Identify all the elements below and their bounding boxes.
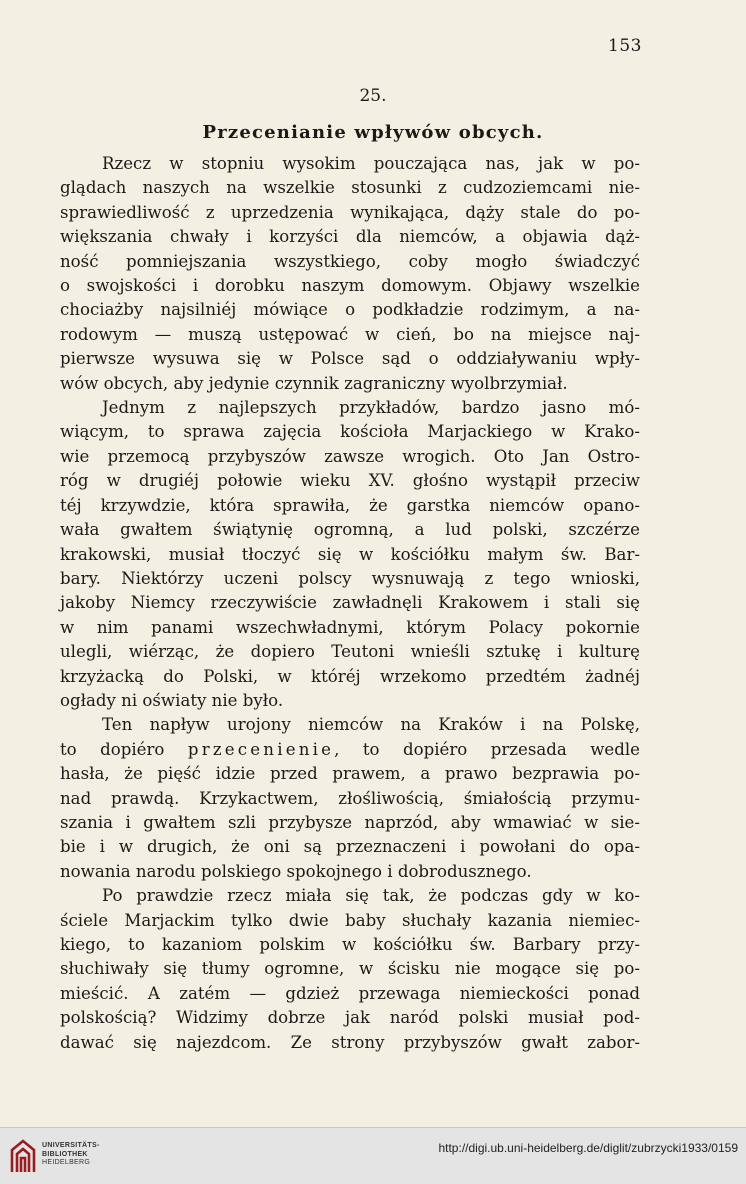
text-line: chociażby najsilniéj mówiące o podkładzie rodzimym, a na- (60, 300, 640, 320)
footer-bar (0, 1127, 746, 1184)
text-line: bary. Niektórzy uczeni polscy wysnuwają z tego wnioski, (60, 568, 640, 588)
text-line: glądach naszych na wszelkie stosunki z cudzoziemcami nie- (60, 178, 640, 198)
text-line: róg w drugiéj połowie wieku XV. głośno wystąpił przeciw (60, 471, 640, 491)
body-text (60, 152, 640, 1055)
chapter-title: Przecenianie wpływów obcych. (202, 122, 544, 143)
permalink-url[interactable]: http://digi.ub.uni-heidelberg.de/diglit/zubrzycki1933/0159 (438, 1141, 738, 1155)
institution-name (42, 1142, 100, 1168)
text-line: wów obcych, aby jedynie czynnik zagraniczny wyolbrzymiał. (60, 373, 568, 393)
text-line: pierwsze wysuwa się w Polsce sąd o oddziaływaniu wpły- (60, 349, 640, 369)
text-line: sprawiedliwość z uprzedzenia wynikająca, dąży stale do po- (60, 202, 640, 222)
paragraph-2 (60, 396, 640, 713)
text-line: o swojskości i dorobku naszym domowym. Objawy wszelkie (60, 276, 640, 296)
text-line: Jednym z najlepszych przykładów, bardzo jasno mó- (102, 398, 640, 418)
page-number: 153 (608, 36, 642, 56)
text-line: krzyżacką do Polski, w któréj wrzekomo przedtém żadnéj (60, 666, 640, 686)
text-line: Rzecz w stopniu wysokim pouczająca nas, jak w po- (102, 154, 640, 173)
text-line: polskością? Widzimy dobrze jak naród polski musiał pod- (60, 1008, 640, 1028)
text-line: dawać się najezdcom. Ze strony przybyszów gwałt zabor- (60, 1032, 640, 1052)
text-line: w nim panami wszechwładnymi, którym Polacy pokornie (60, 617, 640, 637)
institution-line: BIBLIOTHEK (42, 1150, 88, 1158)
text-line: ściele Marjackim tylko dwie baby słuchały kazania niemiec- (60, 910, 640, 930)
text-line: rodowym — muszą ustępować w cień, bo na miejsce naj- (60, 324, 640, 344)
text-line: mieścić. A zatém — gdzież przewaga niemieckości ponad (60, 983, 640, 1003)
text-line: kiego, to kazaniom polskim w kościółku św. Barbary przy- (60, 935, 640, 954)
text-line: wała gwałtem świątynię ogromną, a lud polski, szczérze (60, 520, 640, 540)
text-line: Po prawdzie rzecz miała się tak, że podczas gdy w ko- (102, 886, 640, 906)
text-fragment: to dopiéro (60, 739, 165, 759)
paragraph-4 (60, 884, 640, 1055)
library-logo-icon[interactable] (8, 1138, 38, 1174)
text-line: ogłady ni oświaty nie było. (60, 690, 284, 710)
institution-line: HEIDELBERG (42, 1159, 91, 1166)
text-line: nowania narodu polskiego spokojnego i dobrodusznego. (60, 861, 532, 881)
text-line: jakoby Niemcy rzeczywiście zawładnęli Krakowem i stali się (60, 593, 640, 613)
text-line: Ten napływ urojony niemców na Kraków i na Polskę, (102, 715, 640, 735)
text-line: nad prawdą. Krzykactwem, złośliwością, śmiałością przymu- (60, 788, 640, 808)
emphasized-word: przecenienie (187, 739, 335, 759)
text-line: bie i w drugich, że oni są przeznaczeni i powołani do opa- (60, 837, 640, 857)
text-line: ulegli, wiérząc, że dopiero Teutoni wnieśli sztukę i kulturę (60, 642, 640, 662)
text-line: ność pomniejszania wszystkiego, coby mogło świadczyć (60, 251, 640, 271)
text-line: większania chwały i korzyści dla niemców, a objawia dąż- (60, 227, 640, 247)
text-line: krakowski, musiał tłoczyć się w kościółku małym św. Bar- (60, 544, 640, 564)
text-line: hasła, że pięść idzie przed prawem, a prawo bezprawia po- (60, 764, 640, 784)
paragraph-1 (60, 152, 640, 396)
text-line: wie przemocą przybyszów zawsze wrogich. Oto Jan Ostro- (60, 446, 640, 466)
paragraph-3 (60, 713, 640, 884)
chapter-number: 25. (359, 86, 387, 106)
text-line: wiącym, to sprawa zajęcia kościoła Marjackiego w Krako- (60, 422, 640, 442)
text-line: szania i gwałtem szli przybysze naprzód, aby wmawiać w sie- (60, 812, 640, 832)
text-line: téj krzywdzie, która sprawiła, że garstka niemców opano- (60, 495, 640, 515)
text-fragment: , to dopiéro przesada wedle (334, 739, 641, 759)
text-line: słuchiwały się tłumy ogromne, w ścisku nie mogące się po- (60, 959, 640, 979)
institution-line: UNIVERSITÄTS- (42, 1142, 100, 1149)
text-line (60, 738, 640, 762)
